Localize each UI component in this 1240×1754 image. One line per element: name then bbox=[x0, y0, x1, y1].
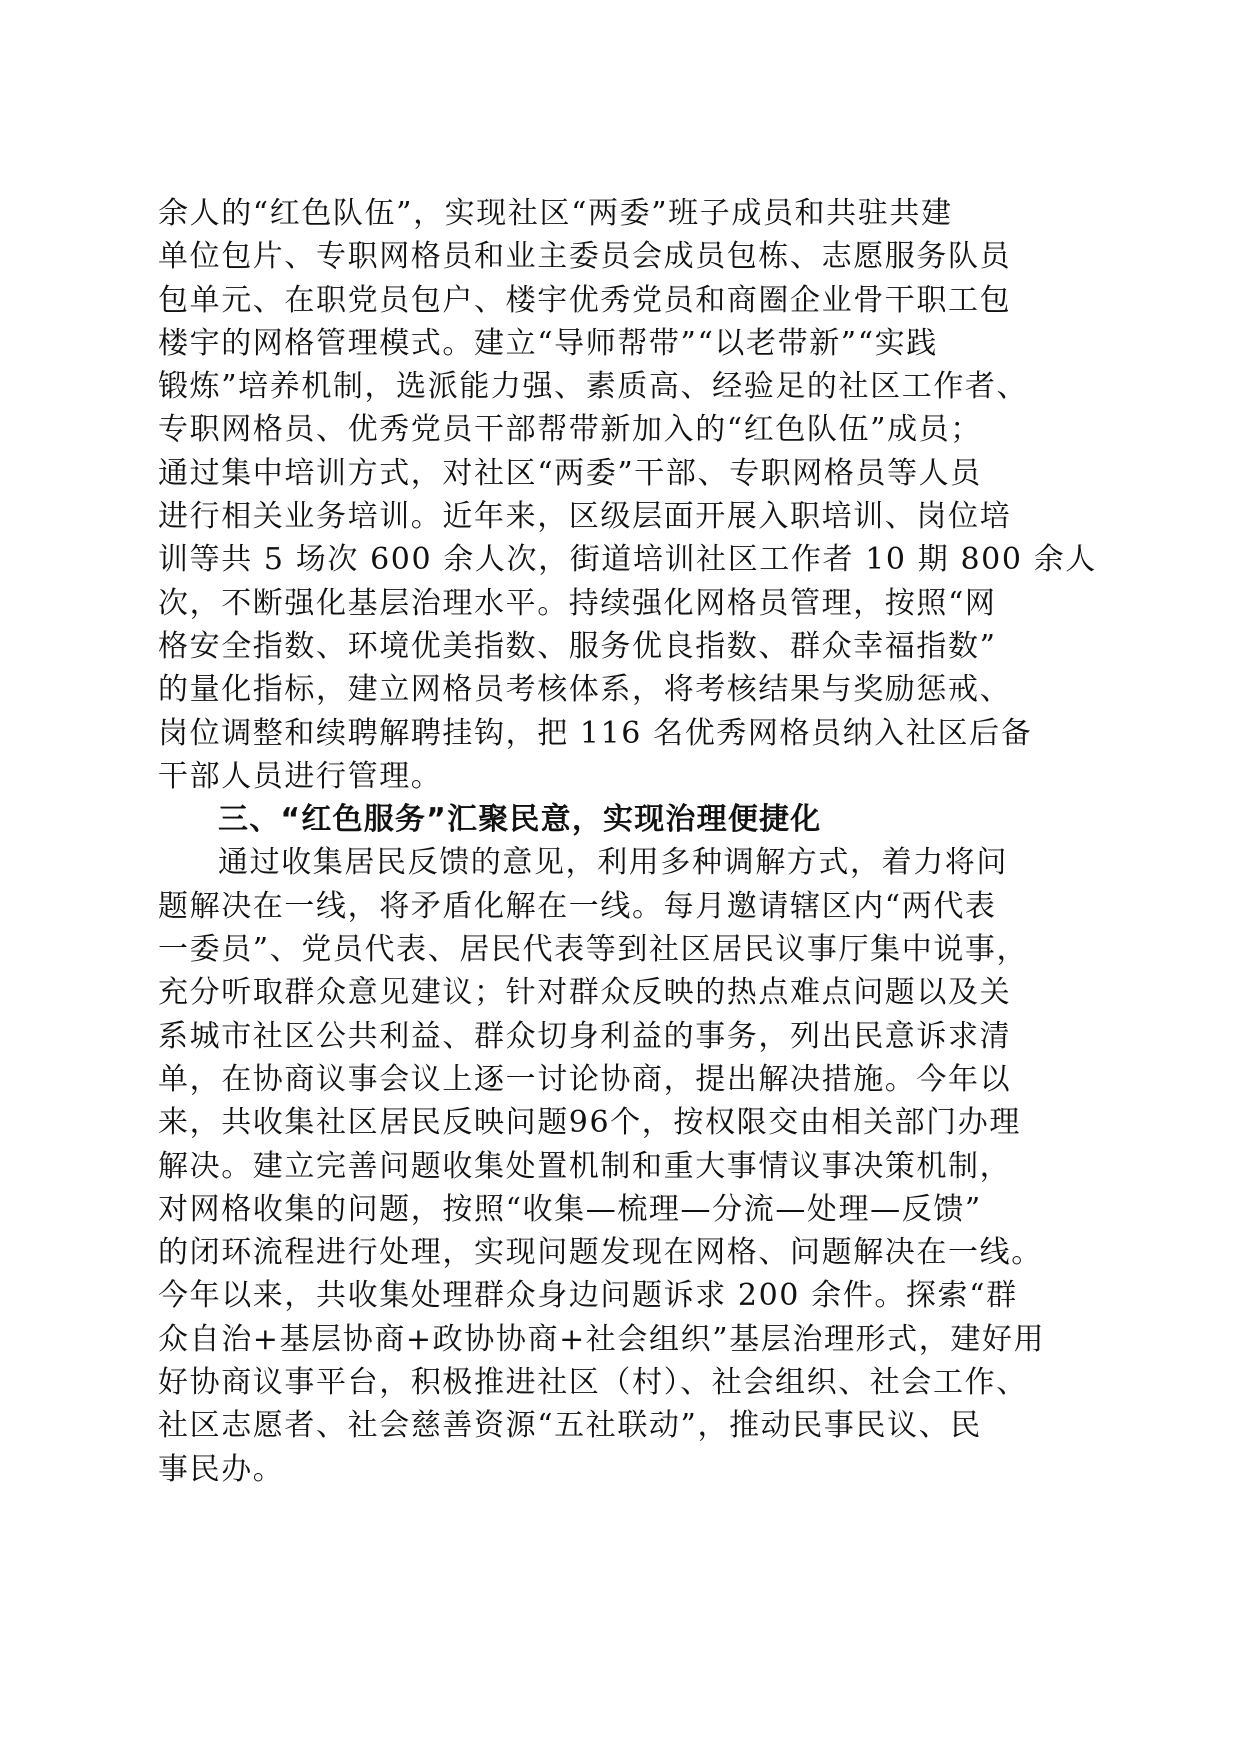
section-heading: 三、“红色服务”汇聚民意，实现治理便捷化 bbox=[218, 802, 822, 838]
text-line: 格安全指数、环境优美指数、服务优良指数、群众幸福指数” bbox=[158, 628, 997, 664]
text-line: 事民办。 bbox=[158, 1451, 285, 1487]
text-line: 题解决在一线，将矛盾化解在一线。每月邀请辖区内“两代表 bbox=[158, 888, 997, 924]
text-line: 楼宇的网格管理模式。建立“导师帮带”“以老带新”“实践 bbox=[158, 325, 938, 361]
text-line: 今年以来，共收集处理群众身边问题诉求 200 余件。探索“群 bbox=[158, 1278, 1018, 1314]
text-line: 训等共 5 场次 600 余人次，街道培训社区工作者 10 期 800 余人 bbox=[158, 542, 1097, 578]
paragraph-red-team-training bbox=[158, 192, 1097, 798]
text-line: 的量化指标，建立网格员考核体系，将考核结果与奖励惩戒、 bbox=[158, 672, 1012, 708]
text-line: 专职网格员、优秀党员干部帮带新加入的“红色队伍”成员； bbox=[158, 412, 982, 448]
text-line: 包单元、在职党员包户、楼宇优秀党员和商圈企业骨干职工包 bbox=[158, 282, 1012, 318]
text-line: 次，不断强化基层治理水平。持续强化网格员管理，按照“网 bbox=[158, 585, 997, 621]
text-line: 系城市社区公共利益、群众切身利益的事务，列出民意诉求清 bbox=[158, 1018, 1012, 1054]
text-line: 锻炼”培养机制，选派能力强、素质高、经验足的社区工作者、 bbox=[158, 369, 1029, 405]
text-line: 余人的“红色队伍”，实现社区“两委”班子成员和共驻共建 bbox=[158, 196, 953, 231]
text-line: 社区志愿者、社会慈善资源“五社联动”，推动民事民议、民 bbox=[158, 1408, 982, 1444]
text-line: 来，共收集社区居民反映问题96个，按权限交由相关部门办理 bbox=[158, 1105, 1021, 1141]
text-line: 单，在协商议事会议上逐一讨论协商，提出解决措施。今年以 bbox=[158, 1061, 1012, 1097]
text-line: 通过收集居民反馈的意见，利用多种调解方式，着力将问 bbox=[218, 845, 1008, 881]
text-line: 进行相关业务培训。近年来，区级层面开展入职培训、岗位培 bbox=[158, 499, 1012, 535]
text-line: 的闭环流程进行处理，实现问题发现在网格、问题解决在一线。 bbox=[158, 1235, 1043, 1271]
paragraph-red-service bbox=[158, 841, 1088, 1490]
text-line: 解决。建立完善问题收集处置机制和重大事情议事决策机制， bbox=[158, 1148, 1012, 1184]
text-line: 众自治+基层协商+政协协商+社会组织”基层治理形式，建好用 bbox=[158, 1321, 1046, 1357]
text-line: 充分听取群众意见建议；针对群众反映的热点难点问题以及关 bbox=[158, 975, 1012, 1011]
text-line: 通过集中培训方式，对社区“两委”干部、专职网格员等人员 bbox=[158, 455, 982, 491]
text-line: 干部人员进行管理。 bbox=[158, 758, 443, 794]
document-body bbox=[158, 192, 1097, 1491]
text-line: 单位包片、专职网格员和业主委员会成员包栋、志愿服务队员 bbox=[158, 239, 1012, 275]
text-line: 好协商议事平台，积极推进社区（村）、社会组织、社会工作、 bbox=[158, 1365, 1028, 1401]
text-line: 岗位调整和续聘解聘挂钩，把 116 名优秀网格员纳入社区后备 bbox=[158, 715, 1033, 751]
text-line: 一委员”、党员代表、居民代表等到社区居民议事厅集中说事， bbox=[158, 932, 1029, 968]
text-line: 对网格收集的问题，按照“收集—梳理—分流—处理—反馈” bbox=[158, 1191, 982, 1227]
